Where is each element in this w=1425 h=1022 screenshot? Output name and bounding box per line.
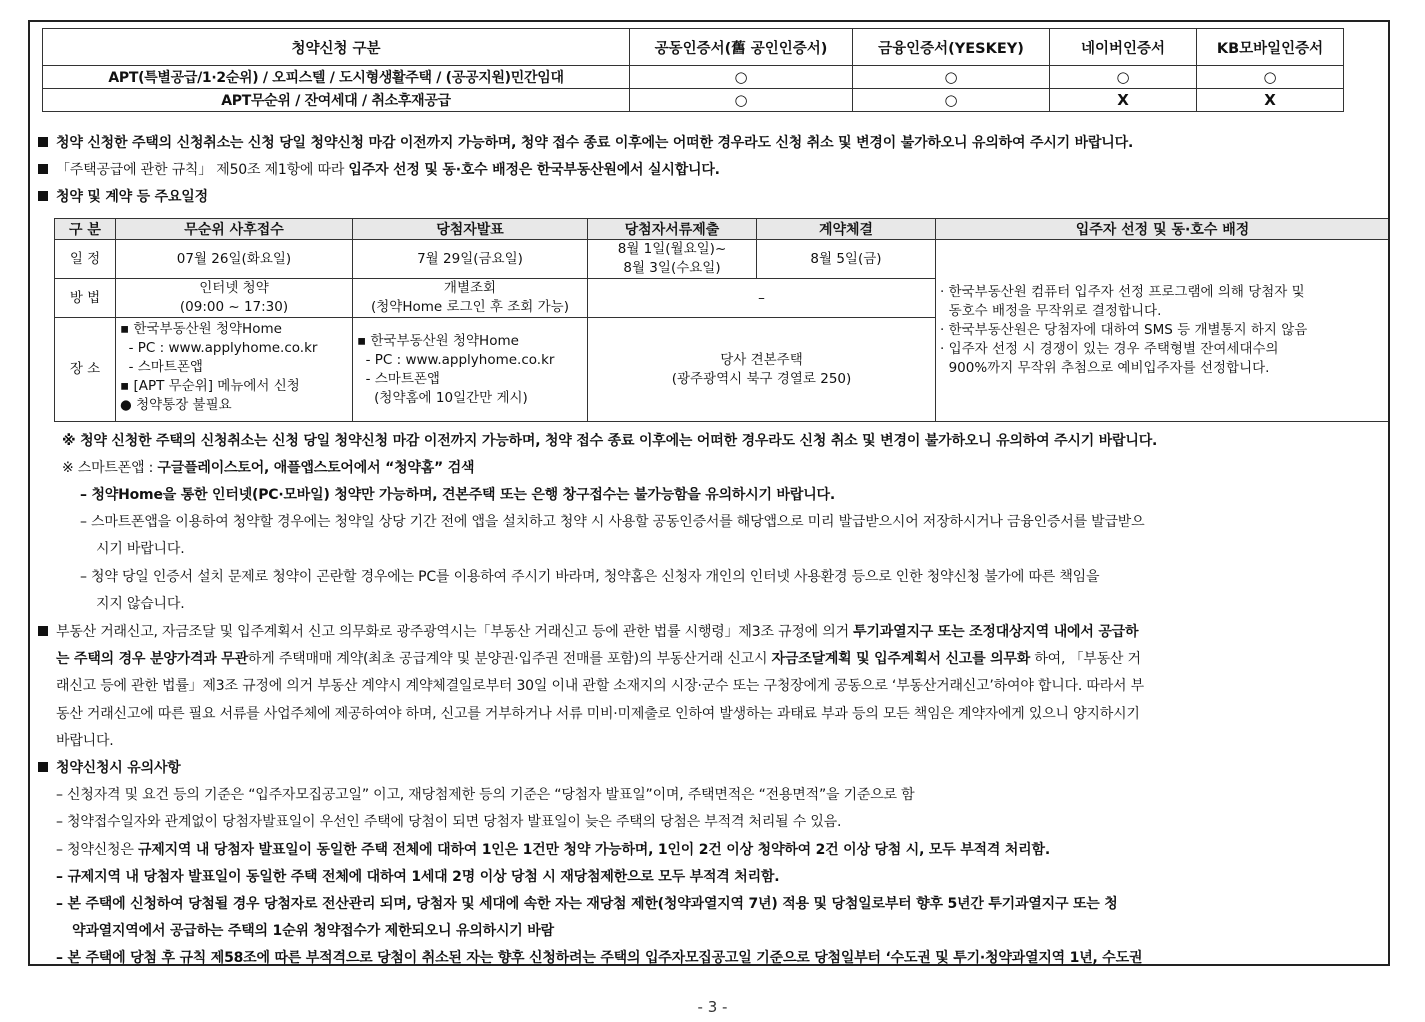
caution-2: – 청약접수일자와 관계없이 당첨자발표일이 우선인 주택에 당첨이 되면 당첨자 발표일이 늦은 주택의 당첨은 부적격 처리될 수 있음. bbox=[56, 814, 842, 830]
schedule-table bbox=[54, 218, 1390, 422]
para-text: 하게 주택매매 계약(최초 공급계약 및 분양권·입주권 전매를 포함)의 부동산거래 신고시 bbox=[247, 651, 772, 667]
cell-line: - PC : www.applyhome.co.kr bbox=[357, 351, 555, 368]
square-bullet-icon bbox=[38, 762, 48, 772]
note-internet-only: – 청약Home을 통한 인터넷(PC·모바일) 청약만 가능하며, 견본주택 또는 은행 창구접수는 불가능함을 유의하시기 바랍니다. bbox=[80, 487, 835, 503]
square-bullet-icon bbox=[38, 164, 48, 174]
table-header: 네이버인증서 bbox=[1050, 29, 1197, 66]
row-label: 일 정 bbox=[55, 240, 116, 279]
cell-line: 개별조회 bbox=[443, 280, 497, 296]
table-header: 계약체결 bbox=[757, 219, 936, 240]
table-cell bbox=[588, 240, 757, 279]
cell-line: (09:00 ~ 17:30) bbox=[179, 299, 289, 315]
note-cancel: ※ 청약 신청한 주택의 신청취소는 신청 당일 청약신청 마감 이전까지 가능하며, 청약 접수 종료 이후에는 어떠한 경우라도 신청 취소 및 변경이 불가하오니 유의하여 주시기 바랍니다. bbox=[62, 433, 1158, 449]
cell-line: · 입주자 선정 시 경쟁이 있는 경우 주택형별 잔여세대수의 bbox=[940, 341, 1279, 357]
para-text-bold: 투기과열지구 또는 조정대상지역 내에서 공급하 bbox=[853, 624, 1139, 640]
note-app-install: – 스마트폰앱을 이용하여 청약할 경우에는 청약일 상당 기간 전에 앱을 설치하고 청약 시 사용할 공동인증서를 해당앱으로 미리 발급받으시어 저장하시거나 금융인증서를 발급받으 bbox=[80, 514, 1145, 530]
table-cell: 07월 26일(화요일) bbox=[116, 240, 353, 279]
cell-line: 당사 견본주택 bbox=[720, 351, 803, 368]
cell-line: - PC : www.applyhome.co.kr bbox=[120, 340, 318, 356]
table-cell: ○ bbox=[853, 89, 1050, 112]
realestate-line-5: 바랍니다. bbox=[56, 733, 114, 749]
table-cell: 8월 5일(금) bbox=[757, 240, 936, 279]
square-bullet-icon bbox=[38, 626, 48, 636]
table-cell: – bbox=[588, 279, 936, 318]
certificate-table bbox=[42, 28, 1344, 112]
table-row bbox=[55, 240, 1390, 279]
note-text-bold: 구글플레이스토어, 애플앱스토어에서 “청약홈” 검색 bbox=[157, 460, 475, 476]
table-header: 당첨자발표 bbox=[353, 219, 588, 240]
table-cell: X bbox=[1050, 89, 1197, 112]
square-bullet-icon bbox=[38, 191, 48, 201]
caution-6: – 본 주택에 당첨 후 규칙 제58조에 따른 부적격으로 당첨이 취소된 자는 향후 신청하려는 주택의 입주자모집공고일 기준으로 당첨일부터 ‘수도권 및 투기·청약과열지역 1년, 수도권 bbox=[56, 950, 1143, 966]
table-cell: 7월 29일(금요일) bbox=[353, 240, 588, 279]
cell-line: 인터넷 청약 bbox=[199, 280, 269, 296]
table-header: 무순위 사후접수 bbox=[116, 219, 353, 240]
table-cell: ○ bbox=[1050, 66, 1197, 89]
caution-1: – 신청자격 및 요건 등의 기준은 “입주자모집공고일” 이고, 재당첨제한 등의 기준은 “당첨자 발표일”이며, 주택면적은 “전용면적”을 기준으로 함 bbox=[56, 787, 915, 803]
para-text-bold: 자금조달계획 및 입주계획서 신고를 의무화 bbox=[771, 651, 1031, 667]
document-page bbox=[28, 20, 1390, 966]
para-text-bold: 는 주택의 경우 분양가격과 무관 bbox=[56, 651, 248, 667]
table-header: 공동인증서(舊 공인인증서) bbox=[630, 29, 853, 66]
table-cell-label: APT(특별공급/1·2순위) / 오피스텔 / 도시형생활주택 / (공공지원)민간임대 bbox=[43, 66, 630, 89]
table-header-row bbox=[55, 219, 1390, 240]
realestate-line-1 bbox=[38, 621, 1138, 641]
cell-line: 동호수 배정을 무작위로 결정합니다. bbox=[940, 303, 1162, 319]
cell-line: - 스마트폰앱 bbox=[357, 370, 440, 387]
cell-line: 8월 1일(월요일)~ bbox=[617, 241, 727, 257]
cell-line: (청약Home 로그인 후 조회 가능) bbox=[371, 299, 569, 315]
cell-line: ● 청약통장 불필요 bbox=[120, 397, 232, 413]
notice-text: 청약 신청한 주택의 신청취소는 신청 당일 청약신청 마감 이전까지 가능하며, 청약 접수 종료 이후에는 어떠한 경우라도 신청 취소 및 변경이 불가하오니 유의하여 주시기 바랍니다. bbox=[56, 135, 1134, 151]
table-row bbox=[43, 66, 1344, 89]
table-header-row bbox=[43, 29, 1344, 66]
table-cell-label: APT무순위 / 잔여세대 / 취소후재공급 bbox=[43, 89, 630, 112]
cell-line: 900%까지 무작위 추첨으로 예비입주자를 선정합니다. bbox=[940, 360, 1270, 376]
caution-5: – 본 주택에 신청하여 당첨될 경우 당첨자로 전산관리 되며, 당첨자 및 세대에 속한 자는 재당첨 제한(청약과열지역 7년) 적용 및 당첨일로부터 향후 5년간 투기과열지구 또는 청 bbox=[56, 896, 1118, 912]
cell-line: ▪ 한국부동산원 청약Home bbox=[357, 332, 519, 349]
assignment-cell bbox=[936, 240, 1390, 422]
realestate-line-3: 래신고 등에 관한 법률」제3조 규정에 의거 부동산 계약시 계약체결일로부터 30일 이내 관할 소재지의 시장·군수 또는 구청장에게 공동으로 ‘부동산거래신고’하여야 합니다. 따라서 부 bbox=[56, 678, 1144, 694]
caution-text-bold: 규제지역 내 당첨자 발표일이 동일한 주택 전체에 대하여 1인은 1건만 청약 가능하며, 1인이 2건 이상 청약하여 2건 이상 당첨 시, 모두 부적격 처리함. bbox=[137, 842, 1050, 858]
para-text: 부동산 거래신고, 자금조달 및 입주계획서 신고 의무화로 광주광역시는「부동산 거래신고 등에 관한 법률 시행령」제3조 규정에 의거 bbox=[56, 624, 854, 640]
caution-text: – 청약신청은 bbox=[56, 842, 138, 858]
table-row bbox=[43, 89, 1344, 112]
page-number: - 3 - bbox=[697, 998, 728, 1016]
table-cell: ○ bbox=[853, 66, 1050, 89]
cell-line: ▪ [APT 무순위] 메뉴에서 신청 bbox=[120, 378, 300, 394]
table-cell: ○ bbox=[630, 66, 853, 89]
cell-line: - 스마트폰앱 bbox=[120, 359, 203, 375]
table-header: 입주자 선정 및 동·호수 배정 bbox=[936, 219, 1390, 240]
note-cert-problem-cont: 지지 않습니다. bbox=[96, 596, 185, 612]
table-cell bbox=[116, 318, 353, 422]
caution-4: – 규제지역 내 당첨자 발표일이 동일한 주택 전체에 대하여 1세대 2명 이상 당첨 시 재당첨제한으로 모두 부적격 처리함. bbox=[56, 869, 780, 885]
row-label: 방 법 bbox=[55, 279, 116, 318]
note-smartphone-app bbox=[62, 457, 474, 477]
caution-5-cont: 약과열지역에서 공급하는 주택의 1순위 청약접수가 제한되오니 유의하시기 바람 bbox=[72, 923, 554, 939]
caution-title bbox=[38, 757, 181, 777]
realestate-line-4: 동산 거래신고에 따른 필요 서류를 사업주체에 제공하여야 하며, 신고를 거부하거나 서류 미비·미제출로 인하여 발생하는 과태료 부과 등의 모든 책임은 계약자에게 있으니 양지하시기 bbox=[56, 706, 1140, 722]
caution-3 bbox=[56, 839, 1050, 859]
note-cert-problem: – 청약 당일 인증서 설치 문제로 청약이 곤란할 경우에는 PC를 이용하여 주시기 바라며, 청약홈은 신청자 개인의 인터넷 사용환경 등으로 인한 청약신청 불가에 따른 책임을 bbox=[80, 569, 1100, 585]
note-text: ※ 스마트폰앱 : bbox=[62, 460, 158, 476]
table-cell bbox=[353, 279, 588, 318]
cell-line: · 한국부동산원은 당첨자에 대하여 SMS 등 개별통지 하지 않음 bbox=[940, 322, 1308, 338]
section-title: 청약 및 계약 등 주요일정 bbox=[56, 189, 208, 205]
table-cell: X bbox=[1197, 89, 1344, 112]
cell-line: (청약홈에 10일간만 게시) bbox=[357, 389, 528, 406]
table-header: 청약신청 구분 bbox=[43, 29, 630, 66]
cell-line: (광주광역시 북구 경열로 250) bbox=[671, 370, 852, 387]
notice-cancel bbox=[38, 132, 1133, 152]
table-header: 구 분 bbox=[55, 219, 116, 240]
table-cell bbox=[353, 318, 588, 422]
square-bullet-icon bbox=[38, 137, 48, 147]
schedule-title bbox=[38, 186, 208, 206]
row-label: 장 소 bbox=[55, 318, 116, 422]
table-cell: ○ bbox=[630, 89, 853, 112]
notice-assignment bbox=[38, 159, 720, 179]
table-header: 당첨자서류제출 bbox=[588, 219, 757, 240]
table-header: 금융인증서(YESKEY) bbox=[853, 29, 1050, 66]
table-cell bbox=[588, 318, 936, 422]
cell-line: 8월 3일(수요일) bbox=[623, 260, 721, 276]
cell-line: ▪ 한국부동산원 청약Home bbox=[120, 321, 282, 337]
table-cell: ○ bbox=[1197, 66, 1344, 89]
section-title: 청약신청시 유의사항 bbox=[56, 760, 181, 776]
para-text: 하여, 「부동산 거 bbox=[1030, 651, 1141, 667]
table-cell bbox=[116, 279, 353, 318]
table-header: KB모바일인증서 bbox=[1197, 29, 1344, 66]
realestate-line-2 bbox=[56, 648, 1141, 668]
note-app-install-cont: 시기 바랍니다. bbox=[96, 541, 185, 557]
notice-text: 「주택공급에 관한 규칙」 제50조 제1항에 따라 bbox=[56, 162, 349, 178]
cell-line: · 한국부동산원 컴퓨터 입주자 선정 프로그램에 의해 당첨자 및 bbox=[940, 284, 1305, 300]
notice-text-bold: 입주자 선정 및 동·호수 배정은 한국부동산원에서 실시합니다. bbox=[348, 162, 720, 178]
